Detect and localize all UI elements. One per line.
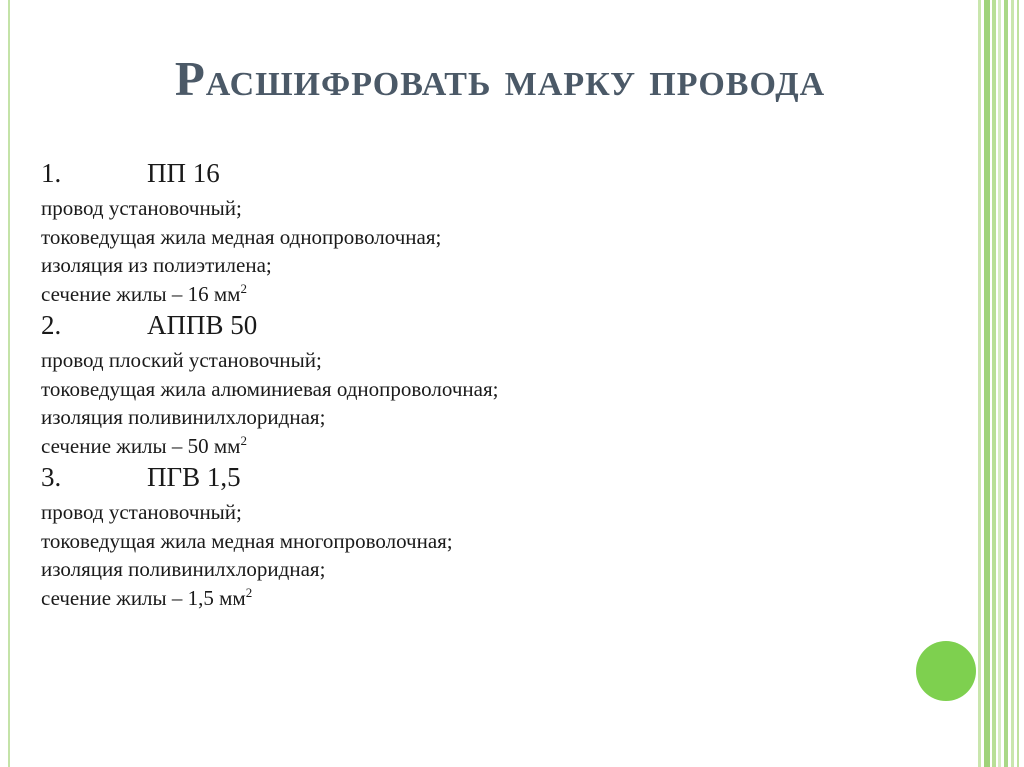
- decor-stripe: [998, 0, 1001, 767]
- item-line: провод плоский установочный;: [41, 348, 322, 372]
- decor-stripe: [1017, 0, 1019, 767]
- slide-title: Расшифровать марку провода: [174, 51, 826, 106]
- item-number: 1.: [41, 158, 62, 188]
- list-item: [41, 158, 941, 308]
- slide-content: [41, 156, 941, 612]
- decor-stripe: [1004, 0, 1008, 767]
- item-heading: [41, 462, 941, 493]
- item-line: изоляция из полиэтилена;: [41, 253, 272, 277]
- list-item: [41, 310, 941, 460]
- section-superscript: 2: [240, 280, 247, 296]
- item-line: изоляция поливинилхлоридная;: [41, 557, 326, 581]
- wire-code: ПП 16: [147, 158, 220, 188]
- item-line: провод установочный;: [41, 196, 242, 220]
- section-text: сечение жилы – 1,5 мм: [41, 585, 246, 610]
- section-superscript: 2: [240, 432, 247, 448]
- wire-code: АППВ 50: [147, 310, 258, 340]
- decor-stripe: [1011, 0, 1014, 767]
- item-line: изоляция поливинилхлоридная;: [41, 405, 326, 429]
- item-heading: [41, 158, 941, 189]
- item-section-line: [41, 584, 941, 613]
- item-heading: [41, 310, 941, 341]
- item-line: провод установочный;: [41, 500, 242, 524]
- wire-code: ПГВ 1,5: [147, 462, 241, 492]
- left-frame-line: [8, 0, 10, 767]
- item-section-line: [41, 432, 941, 461]
- section-text: сечение жилы – 50 мм: [41, 433, 241, 458]
- item-line: токоведущая жила медная однопроволочная;: [41, 224, 442, 249]
- item-section-line: [41, 280, 941, 309]
- list-item: [41, 462, 941, 612]
- item-number: 2.: [41, 310, 62, 340]
- decor-stripe: [984, 0, 990, 767]
- decor-stripe: [992, 0, 996, 767]
- item-number: 3.: [41, 462, 62, 492]
- item-line: токоведущая жила алюминиевая однопроволочная;: [41, 376, 499, 401]
- section-superscript: 2: [245, 584, 253, 600]
- decor-circle: [916, 641, 976, 701]
- item-line: токоведущая жила медная многопроволочная;: [41, 528, 453, 553]
- section-text: сечение жилы – 16 мм: [41, 281, 241, 306]
- decor-stripe: [978, 0, 981, 767]
